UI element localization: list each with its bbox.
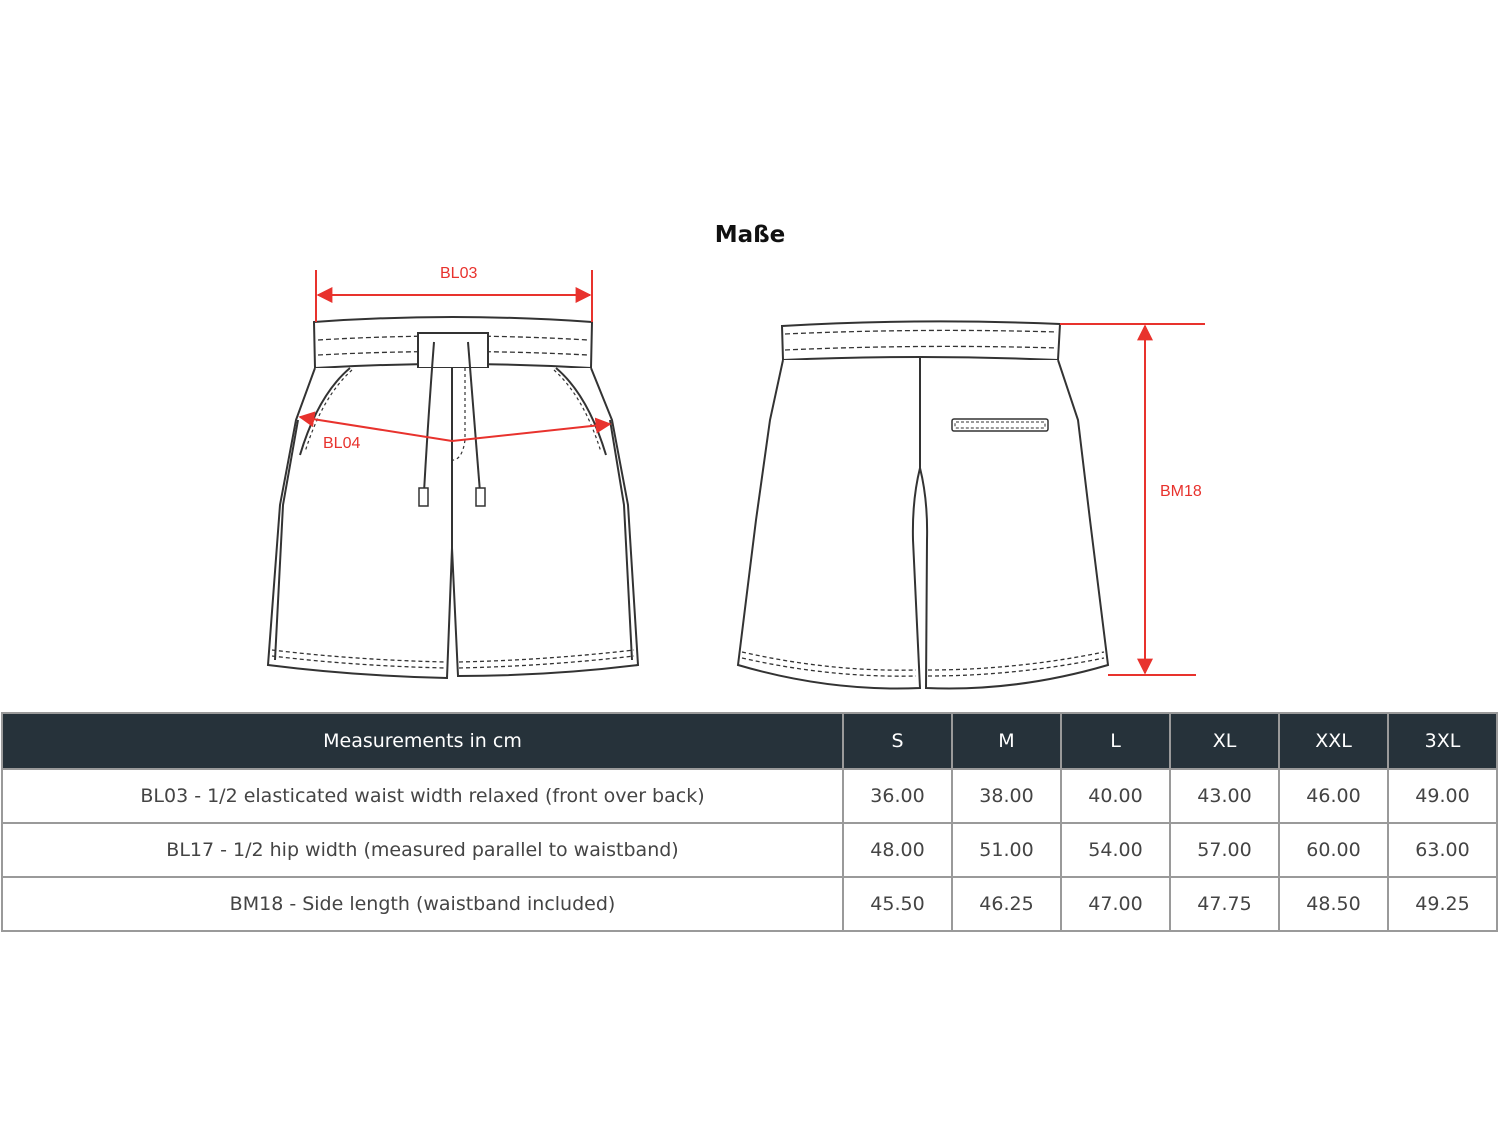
header-size-xl: XL xyxy=(1170,713,1279,769)
table-cell: 48.00 xyxy=(843,823,952,877)
table-cell: 43.00 xyxy=(1170,769,1279,823)
table-cell: 54.00 xyxy=(1061,823,1170,877)
size-table xyxy=(1,712,1498,932)
table-cell: 45.50 xyxy=(843,877,952,931)
table-cell: 49.00 xyxy=(1388,769,1497,823)
header-measurements: Measurements in cm xyxy=(2,713,843,769)
table-cell: 46.00 xyxy=(1279,769,1388,823)
table-cell: 38.00 xyxy=(952,769,1061,823)
table-cell: 48.50 xyxy=(1279,877,1388,931)
table-cell: 46.25 xyxy=(952,877,1061,931)
front-view-shorts xyxy=(268,317,638,678)
table-row xyxy=(2,823,1497,877)
table-cell: 47.75 xyxy=(1170,877,1279,931)
table-cell: 57.00 xyxy=(1170,823,1279,877)
table-cell: 47.00 xyxy=(1061,877,1170,931)
table-cell: 49.25 xyxy=(1388,877,1497,931)
table-cell: 36.00 xyxy=(843,769,952,823)
row-label: BL17 - 1/2 hip width (measured parallel to waistband) xyxy=(2,823,843,877)
dimension-label-waist: BL03 xyxy=(440,265,478,282)
page-title: Maße xyxy=(714,222,786,248)
table-row xyxy=(2,877,1497,931)
header-size-3xl: 3XL xyxy=(1388,713,1497,769)
table-cell: 40.00 xyxy=(1061,769,1170,823)
header-size-m: M xyxy=(952,713,1061,769)
dimension-label-length: BM18 xyxy=(1160,483,1202,500)
table-cell: 60.00 xyxy=(1279,823,1388,877)
table-header-row xyxy=(2,713,1497,769)
table-cell: 51.00 xyxy=(952,823,1061,877)
table-cell: 63.00 xyxy=(1388,823,1497,877)
back-view-shorts xyxy=(738,321,1108,688)
dimension-label-hip: BL04 xyxy=(323,435,361,452)
header-size-s: S xyxy=(843,713,952,769)
table-row xyxy=(2,769,1497,823)
header-size-l: L xyxy=(1061,713,1170,769)
row-label: BL03 - 1/2 elasticated waist width relaxed (front over back) xyxy=(2,769,843,823)
header-size-xxl: XXL xyxy=(1279,713,1388,769)
row-label: BM18 - Side length (waistband included) xyxy=(2,877,843,931)
